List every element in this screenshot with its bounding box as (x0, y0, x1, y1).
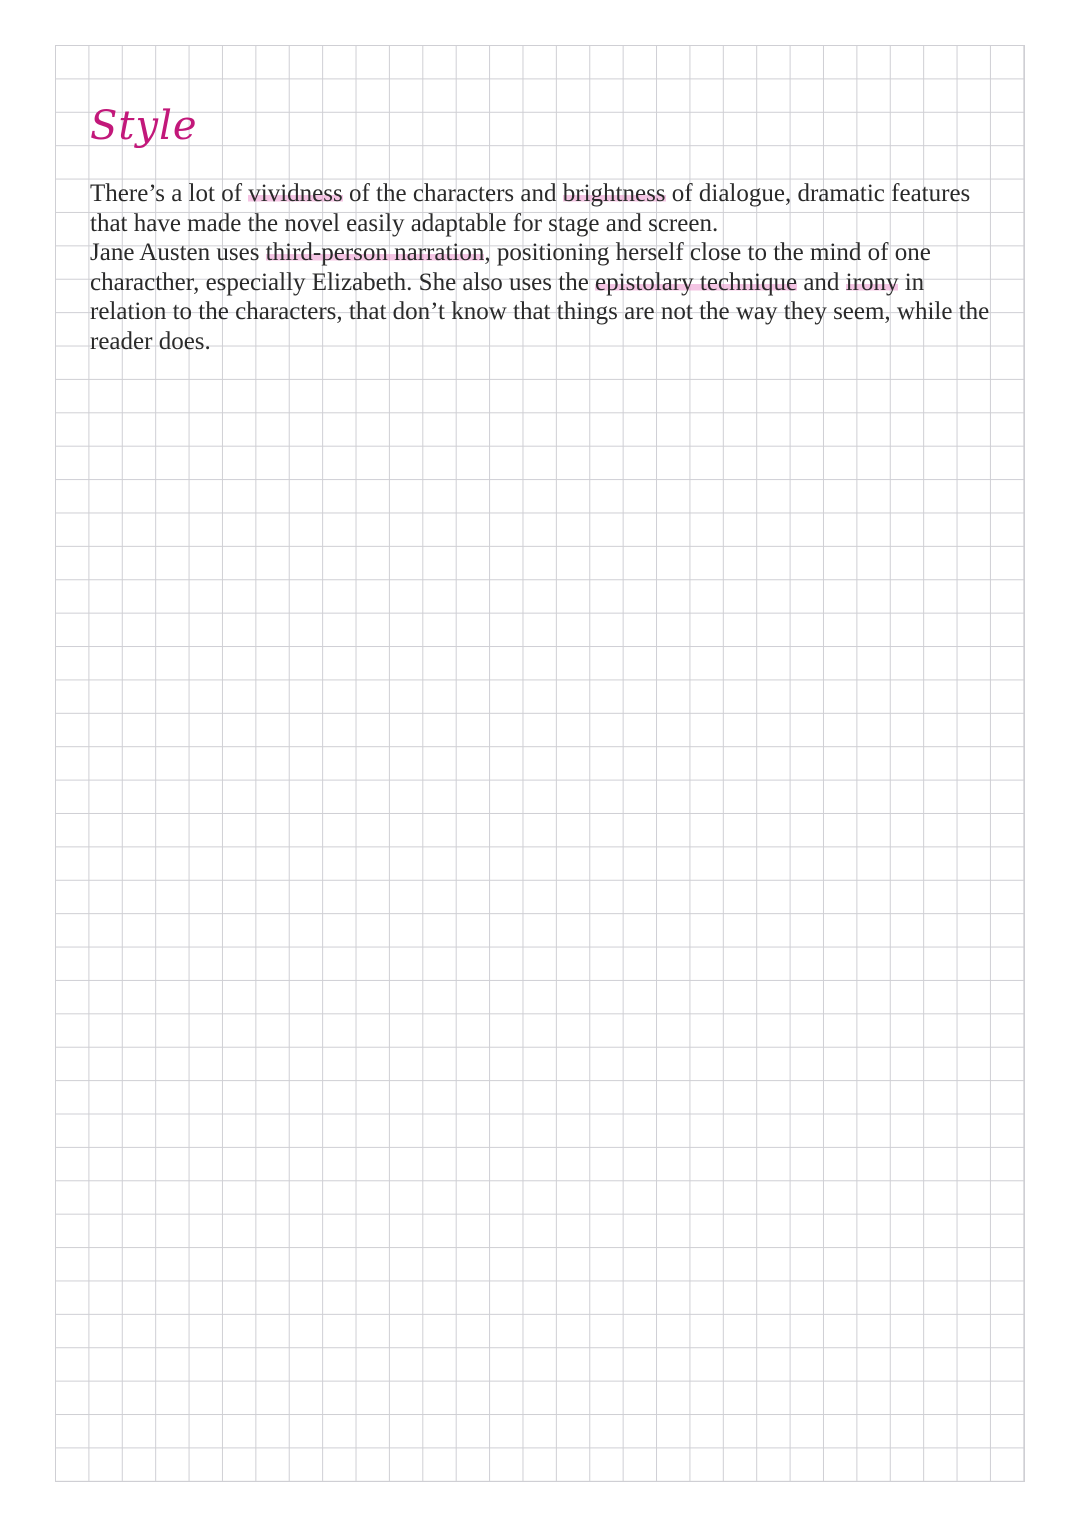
highlight-third-person-narration: third-person narration (265, 239, 485, 267)
highlight-brightness: brightness (562, 180, 666, 207)
highlight-vividness: vividness (248, 180, 343, 207)
highlight-irony: irony (845, 268, 899, 296)
paragraph-narration (90, 238, 1000, 356)
text-segment: , positioning herself close to the mind of one characther, especially Elizabeth. She also uses the (90, 239, 931, 296)
text-segment: There’s a lot of (90, 180, 249, 207)
highlight-epistolary-technique: epistolary technique (595, 268, 798, 296)
paragraph-style-features (90, 179, 1000, 238)
body-text (90, 179, 1000, 357)
text-segment: of the characters and (342, 180, 563, 207)
text-segment: in relation to the characters, that don’t know that things are not the way they seem, while the reader does. (90, 268, 990, 355)
page-title: Style (90, 103, 198, 149)
text-segment: Jane Austen uses (90, 239, 266, 267)
text-segment: and (797, 268, 846, 296)
text-segment: of dialogue, dramatic features that have made the novel easily adaptable for stage and screen. (90, 180, 971, 237)
